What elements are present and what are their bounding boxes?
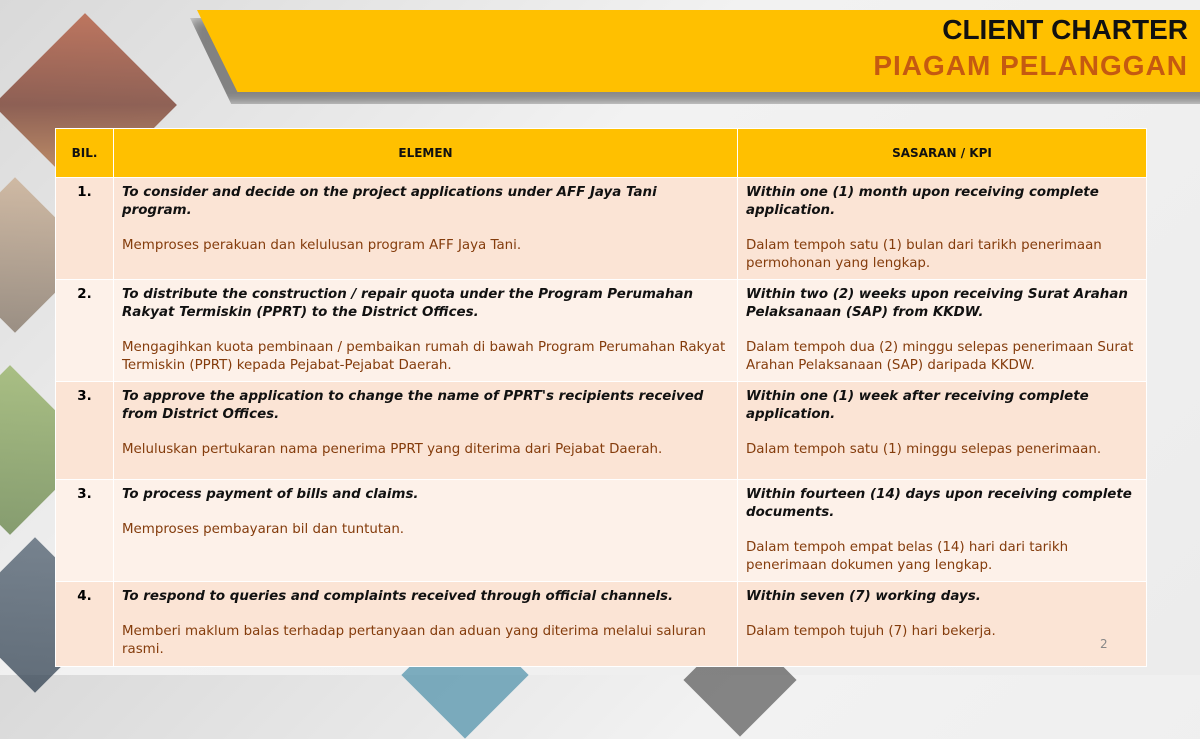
kpi-cell: [738, 280, 1147, 382]
kpi-english: Within two (2) weeks upon receiving Surat Arahan Pelaksanaan (SAP) from KKDW.: [746, 287, 1128, 320]
table-row: [56, 582, 1147, 667]
kpi-cell: [738, 582, 1147, 667]
row-number: 3.: [56, 382, 114, 480]
kpi-cell: [738, 178, 1147, 280]
kpi-cell: [738, 480, 1147, 582]
row-number: 2.: [56, 280, 114, 382]
table-row: [56, 280, 1147, 382]
elemen-english: To consider and decide on the project applications under AFF Jaya Tani program.: [122, 185, 657, 218]
kpi-cell: [738, 382, 1147, 480]
kpi-english: Within one (1) week after receiving complete application.: [746, 389, 1089, 422]
title-malay: PIAGAM PELANGGAN: [873, 50, 1188, 81]
kpi-malay: Dalam tempoh satu (1) bulan dari tarikh penerimaan permohonan yang lengkap.: [746, 238, 1102, 271]
elemen-malay: Mengagihkan kuota pembinaan / pembaikan rumah di bawah Program Perumahan Rakyat Termiskin (PPRT) kepada Pejabat-Pejabat Daerah.: [122, 340, 726, 373]
title-english: CLIENT CHARTER: [942, 14, 1188, 45]
table-header-row: [56, 129, 1147, 178]
kpi-malay: Dalam tempoh empat belas (14) hari dari tarikh penerimaan dokumen yang lengkap.: [746, 540, 1069, 573]
kpi-english: Within fourteen (14) days upon receiving complete documents.: [746, 487, 1132, 520]
kpi-english: Within one (1) month upon receiving complete application.: [746, 185, 1099, 218]
elemen-english: To distribute the construction / repair quota under the Program Perumahan Rakyat Termiskin (PPRT) to the District Offices.: [122, 287, 694, 320]
kpi-english: Within seven (7) working days.: [746, 589, 981, 604]
elemen-english: To process payment of bills and claims.: [122, 487, 419, 502]
table-row: [56, 178, 1147, 280]
elemen-cell: [114, 280, 738, 382]
elemen-cell: [114, 382, 738, 480]
elemen-cell: [114, 480, 738, 582]
kpi-malay: Dalam tempoh dua (2) minggu selepas penerimaan Surat Arahan Pelaksanaan (SAP) daripada KKDW.: [746, 340, 1134, 373]
kpi-malay: Dalam tempoh tujuh (7) hari bekerja.: [746, 624, 996, 639]
charter-table: [55, 128, 1147, 667]
elemen-malay: Meluluskan pertukaran nama penerima PPRT yang diterima dari Pejabat Daerah.: [122, 442, 663, 457]
header-elemen: ELEMEN: [114, 129, 738, 178]
table-row: [56, 382, 1147, 480]
row-number: 1.: [56, 178, 114, 280]
header-kpi: SASARAN / KPI: [738, 129, 1147, 178]
table-row: [56, 480, 1147, 582]
row-number: 4.: [56, 582, 114, 667]
elemen-english: To respond to queries and complaints received through official channels.: [122, 589, 674, 604]
elemen-cell: [114, 178, 738, 280]
page-number: 2: [1100, 637, 1108, 651]
row-number: 3.: [56, 480, 114, 582]
elemen-cell: [114, 582, 738, 667]
elemen-english: To approve the application to change the name of PPRT's recipients received from District Offices.: [122, 389, 704, 422]
elemen-malay: Memproses perakuan dan kelulusan program AFF Jaya Tani.: [122, 238, 522, 253]
elemen-malay: Memberi maklum balas terhadap pertanyaan dan aduan yang diterima melalui saluran rasmi.: [122, 624, 706, 657]
elemen-malay: Memproses pembayaran bil dan tuntutan.: [122, 522, 405, 537]
header-bil: BIL.: [56, 129, 114, 178]
kpi-malay: Dalam tempoh satu (1) minggu selepas penerimaan.: [746, 442, 1102, 457]
